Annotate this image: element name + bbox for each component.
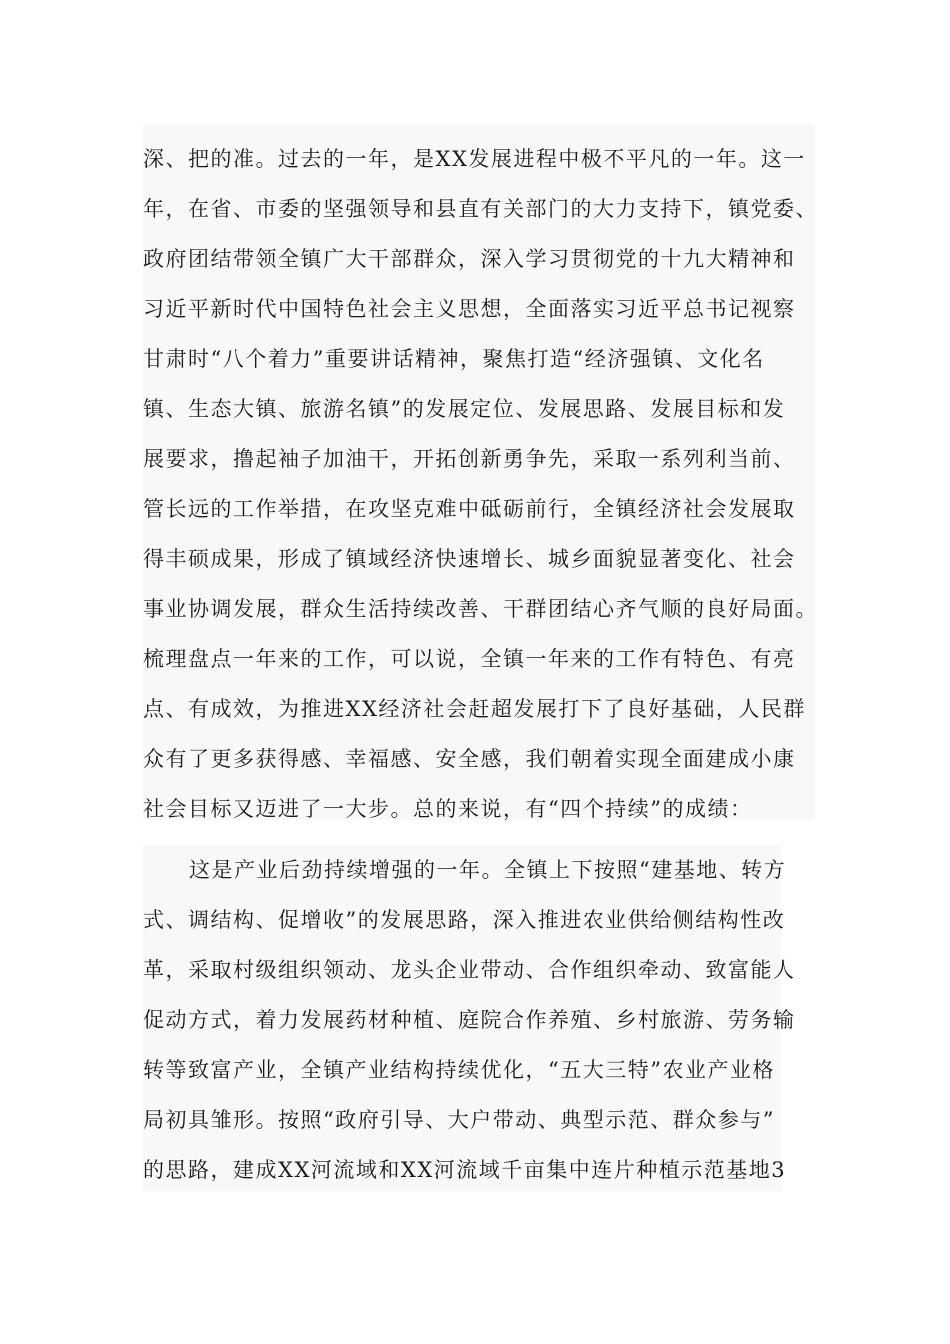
paragraph-line: 习近平新时代中国特色社会主义思想，全面落实习近平总书记视察: [143, 297, 796, 321]
paragraph-line: 事业协调发展，群众生活持续改善、干群团结心齐气顺的良好局面。: [143, 597, 818, 621]
paragraph-line: 管长远的工作举措，在攻坚克难中砥砺前行，全镇经济社会发展取: [143, 497, 796, 521]
paragraph-line: 转等致富产业，全镇产业结构持续优化，“五大三特”农业产业格: [143, 1058, 775, 1082]
paragraph-line: 社会目标又迈进了一大步。总的来说，有“四个持续”的成绩：: [143, 797, 753, 821]
paragraph-line: 式、调结构、促增收”的发展思路，深入推进农业供给侧结构性改: [143, 908, 786, 932]
paragraph-1: [143, 124, 818, 821]
paragraph-line: 甘肃时“八个着力”重要讲话精神，聚焦打造“经济强镇、文化名: [143, 347, 765, 371]
paragraph-line: 这是产业后劲持续增强的一年。全镇上下按照“建基地、转方: [189, 858, 787, 882]
paragraph-line: 深、把的准。过去的一年，是XX发展进程中极不平凡的一年。这一: [143, 147, 806, 171]
paragraph-line: 点、有成效，为推进XX经济社会赶超发展打下了良好基础，人民群: [143, 697, 806, 721]
paragraph-line: 政府团结带领全镇广大干部群众，深入学习贯彻党的十九大精神和: [143, 247, 796, 271]
paragraph-line: 梳理盘点一年来的工作，可以说，全镇一年来的工作有特色、有亮: [143, 647, 796, 671]
paragraph-line: 得丰硕成果，形成了镇域经济快速增长、城乡面貌显著变化、社会: [143, 547, 796, 571]
paragraph-line: 众有了更多获得感、幸福感、安全感，我们朝着实现全面建成小康: [143, 747, 796, 771]
paragraph-line: 的思路，建成XX河流域和XX河流域千亩集中连片种植示范基地3: [143, 1158, 787, 1182]
paragraph-line: 促动方式，着力发展药材种植、庭院合作养殖、乡村旅游、劳务输: [143, 1008, 796, 1032]
paragraph-2: [143, 845, 796, 1191]
paragraph-line: 局初具雏形。按照“政府引导、大户带动、典型示范、群众参与”: [143, 1108, 775, 1132]
paragraph-line: 展要求，撸起袖子加油干，开拓创新勇争先，采取一系列利当前、: [143, 447, 796, 471]
paragraph-line: 镇、生态大镇、旅游名镇”的发展定位、发展思路、发展目标和发: [143, 397, 786, 421]
paragraph-line: 革，采取村级组织领动、龙头企业带动、合作组织牵动、致富能人: [143, 958, 796, 982]
paragraph-line: 年，在省、市委的坚强领导和县直有关部门的大力支持下，镇党委、: [143, 197, 818, 221]
